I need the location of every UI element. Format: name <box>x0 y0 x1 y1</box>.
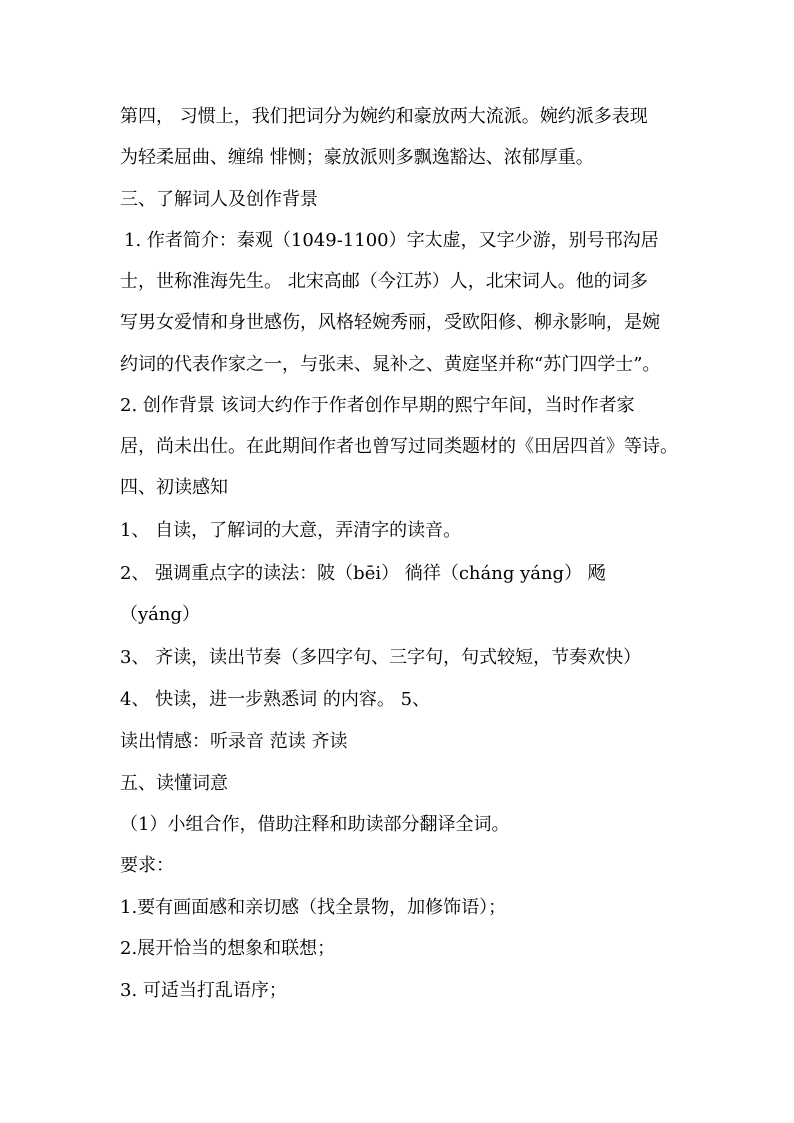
requirement-item: 2.展开恰当的想象和联想； <box>120 938 336 959</box>
paragraph-line: 2. 创作背景 该词大约作于作者创作早期的熙宁年间，当时作者家 <box>120 395 635 416</box>
paragraph-line: 居，尚未出仕。在此期间作者也曾写过同类题材的《田居四首》等诗。 <box>120 436 678 457</box>
list-item: 1、 自读，了解词的大意，弄清字的读音。 <box>120 520 462 541</box>
paragraph-line: 写男女爱情和身世感伤，风格轻婉秀丽，受欧阳修、柳永影响，是婉 <box>120 312 660 333</box>
paragraph-line: 1. 作者简介：秦观（1049-1100）字太虚，又字少游，别号邗沟居 <box>124 230 659 251</box>
paragraph-line: 士，世称淮海先生。 北宋高邮（今江苏）人，北宋词人。他的词多 <box>120 271 648 292</box>
paragraph-line: 读出情感：听录音 范读 齐读 <box>120 731 348 752</box>
section-heading: 三、了解词人及创作背景 <box>120 189 318 210</box>
section-heading: 五、读懂词意 <box>120 773 228 794</box>
list-item: 4、 快读，进一步熟悉词 的内容。 5、 <box>120 689 431 710</box>
requirement-item: 3. 可适当打乱语序； <box>120 980 287 1001</box>
requirements-label: 要求： <box>120 855 174 876</box>
requirement-item: 1.要有画面感和亲切感（找全景物，加修饰语）； <box>120 897 507 918</box>
paragraph-line: （1）小组合作，借助注释和助读部分翻译全词。 <box>120 814 510 835</box>
list-item: 2、 强调重点字的读法：陂（bēi） 徜徉（cháng yáng） 飏 <box>120 563 606 584</box>
paragraph-line: 第四， 习惯上，我们把词分为婉约和豪放两大流派。婉约派多表现 <box>120 106 648 127</box>
list-item-continuation: （yáng） <box>120 604 201 625</box>
paragraph-line: 约词的代表作家之一，与张耒、晁补之、黄庭坚并称“苏门四学士”。 <box>120 354 661 375</box>
paragraph-line: 为轻柔屈曲、缠绵 悱恻；豪放派则多飘逸豁达、浓郁厚重。 <box>120 147 594 168</box>
list-item: 3、 齐读，读出节奏（多四字句、三字句，句式较短，节奏欢快） <box>120 647 642 668</box>
section-heading: 四、初读感知 <box>120 477 228 498</box>
